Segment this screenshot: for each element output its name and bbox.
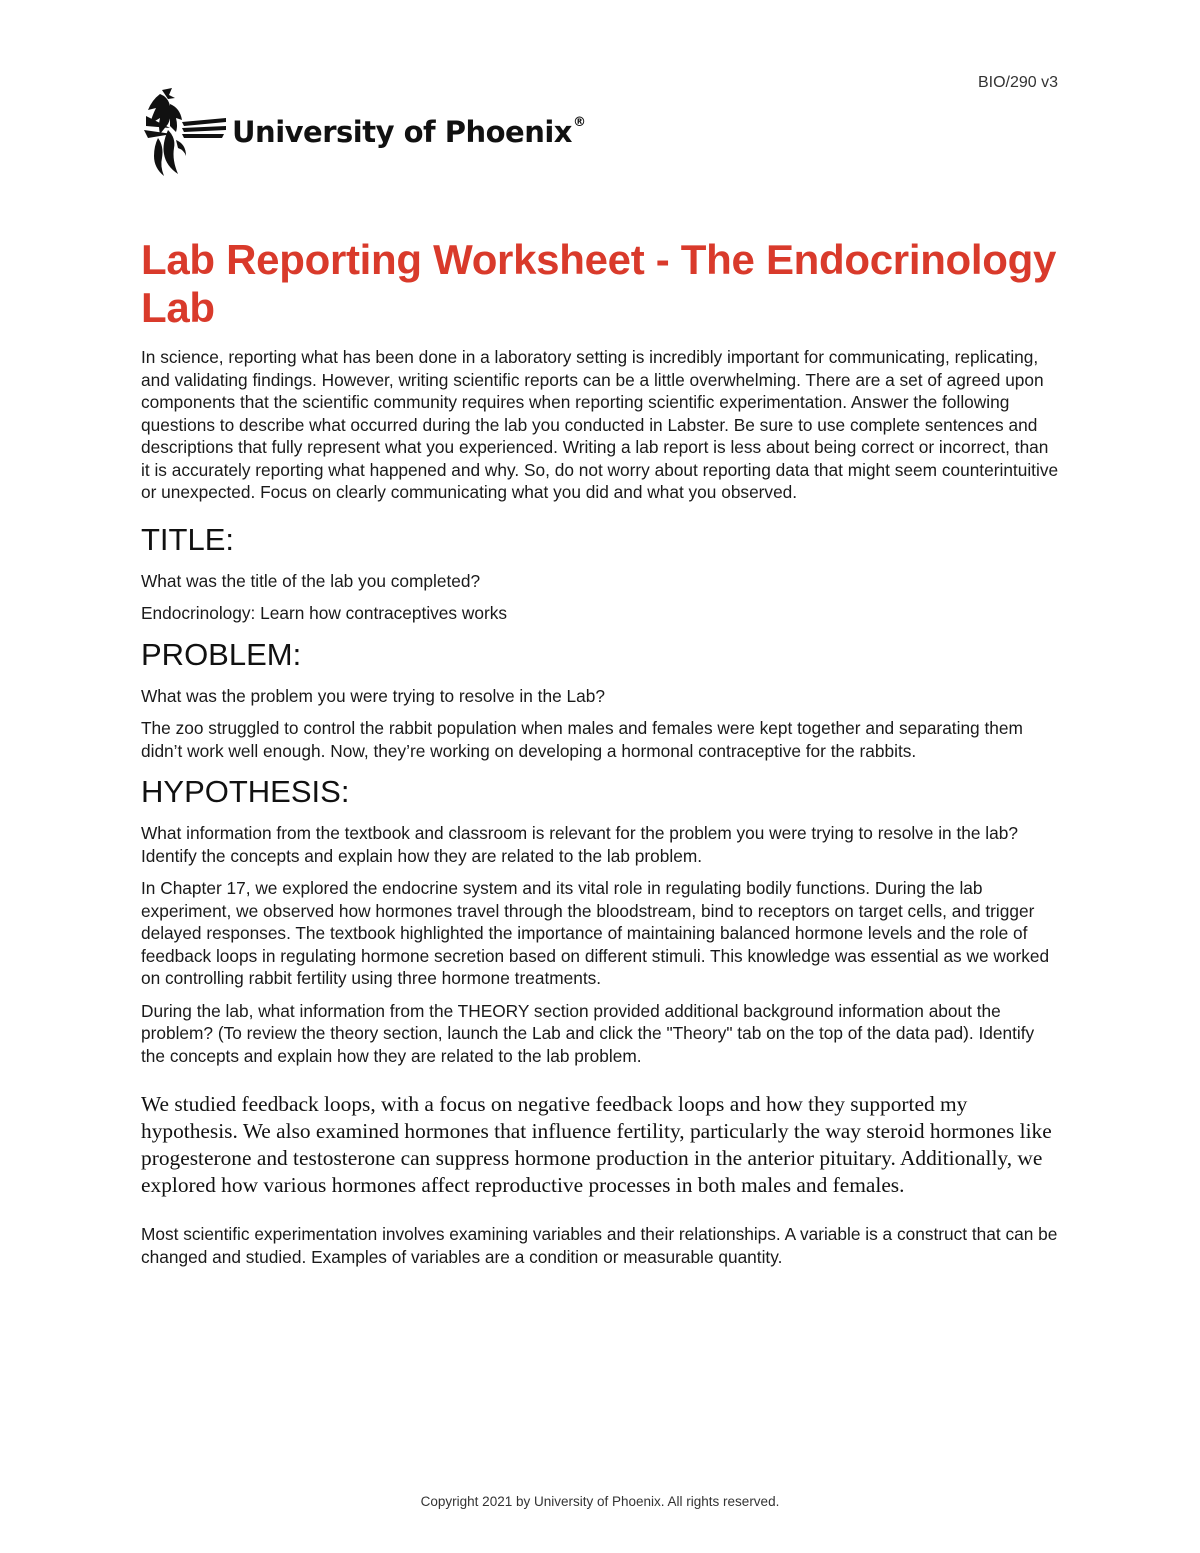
problem-answer: The zoo struggled to control the rabbit population when males and females were kept together and separating them didn’t work well enough. Now, they’re working on developing a hormonal contraceptive for the rabbits.: [141, 718, 1023, 761]
variables-note: Most scientific experimentation involves examining variables and their relationships. A variable is a construct that can be changed and studied. Examples of variables are a condition or measurable quantity.: [141, 1224, 1058, 1267]
registered-mark: ®: [573, 115, 586, 130]
hypothesis-question-textbook: What information from the textbook and classroom is relevant for the problem you were trying to resolve in the lab? Identify the concepts and explain how they are related to the lab problem.: [141, 823, 1018, 866]
problem-question: What was the problem you were trying to resolve in the Lab?: [141, 685, 605, 706]
title-heading: TITLE:: [141, 521, 235, 557]
hypothesis-answer-theory: We studied feedback loops, with a focus on negative feedback loops and how they supported my hypothesis. We also examined hormones that influence fertility, particularly the way steroid hormones like progesterone and testosterone can suppress hormone production in the anterior pituitary. Additionally, we explored how various hormones affect reproductive processes in both males and females.: [141, 1092, 1052, 1197]
hypothesis-heading: HYPOTHESIS:: [141, 774, 350, 809]
phoenix-bird-icon: [142, 86, 228, 178]
problem-heading: PROBLEM:: [141, 636, 302, 672]
logo-wordmark: [232, 115, 586, 149]
document-body: [141, 236, 1061, 1278]
document-title: Lab Reporting Worksheet - The Endocrinology Lab: [141, 236, 1057, 331]
logo-wordmark-text: University of Phoenix: [232, 115, 572, 149]
university-logo: [142, 86, 586, 178]
course-code: BIO/290 v3: [977, 74, 1058, 91]
title-answer: Endocrinology: Learn how contraceptives works: [141, 603, 507, 623]
hypothesis-answer-textbook: In Chapter 17, we explored the endocrine system and its vital role in regulating bodily functions. During the lab experiment, we observed how hormones travel through the bloodstream, bind to receptors on target cells, and trigger delayed responses. The textbook highlighted the importance of maintaining balanced hormone levels and the role of feedback loops in regulating hormone secretion based on different stimuli. This knowledge was essential as we worked on controlling rabbit fertility using three hormone treatments.: [141, 878, 1050, 988]
intro-paragraph: In science, reporting what has been done in a laboratory setting is incredibly important for communicating, replicating, and validating findings. However, writing scientific reports can be a little overwhelming. There are a set of agreed upon components that the scientific community requires when reporting scientific experimentation. Answer the following questions to describe what occurred during the lab you conducted in Labster. Be sure to use complete sentences and descriptions that fully represent what you experienced. Writing a lab report is less about being correct or incorrect, than it is accurately reporting what happened and why. So, do not worry about reporting data that might seem counterintuitive or unexpected. Focus on clearly communicating what you did and what you observed.: [141, 347, 1059, 502]
hypothesis-question-theory: During the lab, what information from the THEORY section provided additional background information about the problem? (To review the theory section, launch the Lab and click the "Theory" tab on the top of the data pad). Identify the concepts and explain how they are related to the lab problem.: [141, 1000, 1035, 1066]
copyright-footer: Copyright 2021 by University of Phoenix. All rights reserved.: [420, 1494, 780, 1509]
title-question: What was the title of the lab you completed?: [141, 570, 481, 591]
